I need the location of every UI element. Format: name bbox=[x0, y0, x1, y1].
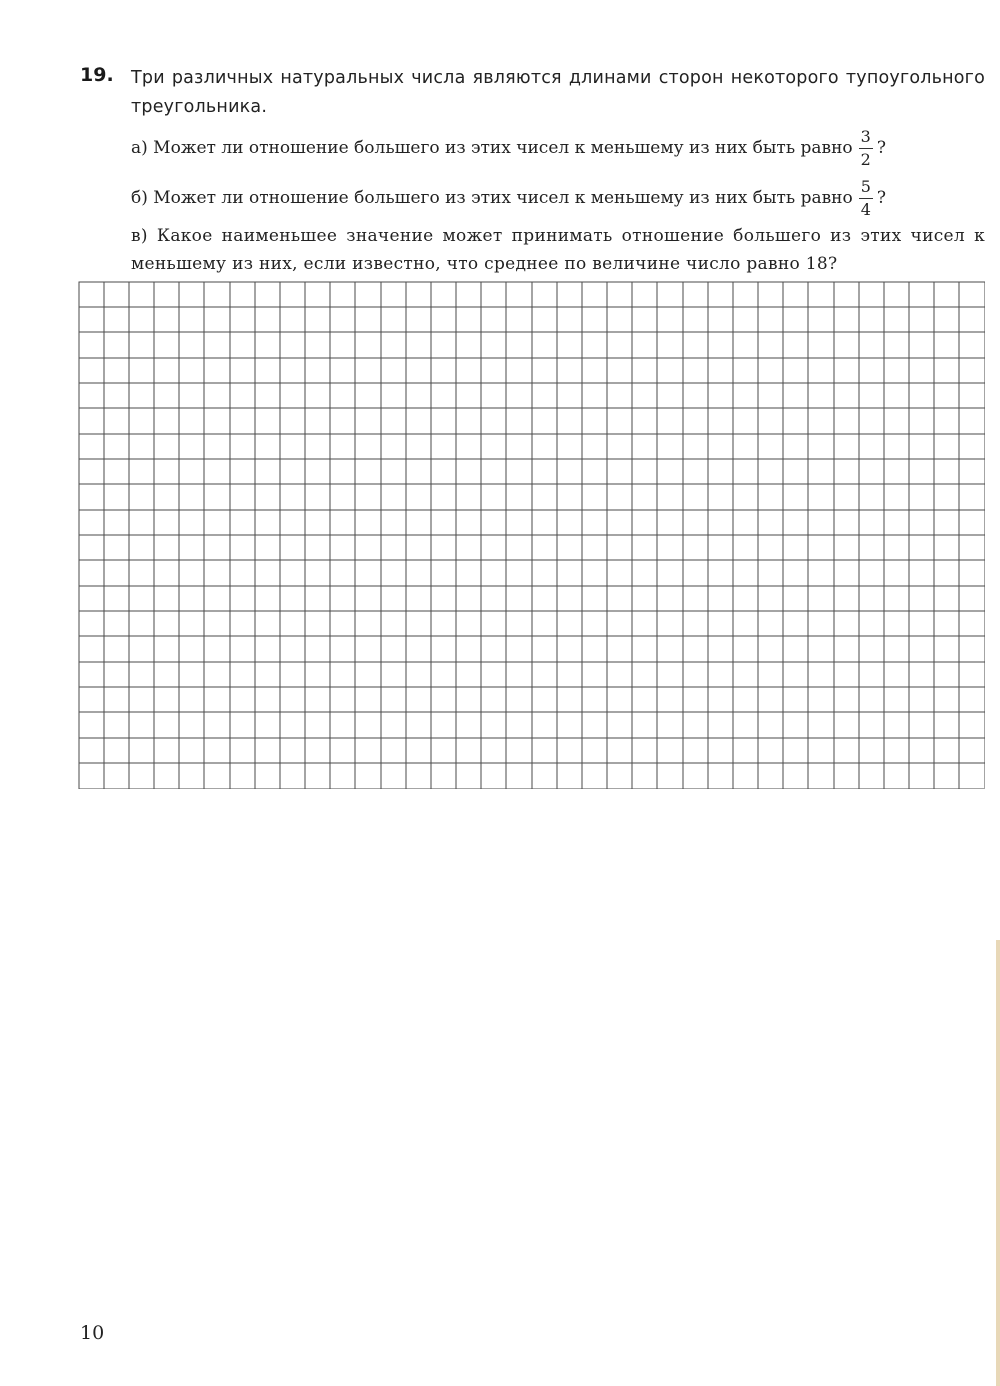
part-b-question-mark: ? bbox=[876, 188, 887, 208]
part-c: в) Какое наименьшее значение может принимать отношение большего из этих чисел к меньшему из них, если известно, что среднее по величине число равно 18? bbox=[131, 226, 985, 274]
part-b bbox=[131, 178, 886, 219]
part-a-question-mark: ? bbox=[876, 138, 886, 158]
part-b-numerator: 5 bbox=[860, 177, 871, 196]
fraction-bar bbox=[859, 198, 873, 199]
part-b-denominator: 4 bbox=[860, 200, 871, 219]
part-b-fraction bbox=[859, 178, 873, 219]
part-a-denominator: 2 bbox=[860, 150, 871, 169]
page-edge-shading bbox=[996, 940, 1000, 1386]
part-a-fraction bbox=[859, 128, 873, 169]
answer-grid[interactable] bbox=[78, 281, 985, 789]
page-number: 10 bbox=[80, 1322, 105, 1344]
answer-grid-lines bbox=[78, 281, 985, 789]
problem-number: 19. bbox=[80, 64, 114, 86]
part-b-text: б) Может ли отношение большего из этих чисел к меньшему из них быть равно bbox=[131, 188, 853, 208]
part-a-text: а) Может ли отношение большего из этих чисел к меньшему из них быть равно bbox=[131, 138, 853, 158]
problem-statement: Три различных натуральных числа являются длинами сторон некоторого тупоугольного треугольника. bbox=[131, 68, 985, 117]
part-a-numerator: 3 bbox=[860, 127, 871, 146]
fraction-bar bbox=[859, 148, 873, 149]
part-a bbox=[131, 128, 886, 169]
